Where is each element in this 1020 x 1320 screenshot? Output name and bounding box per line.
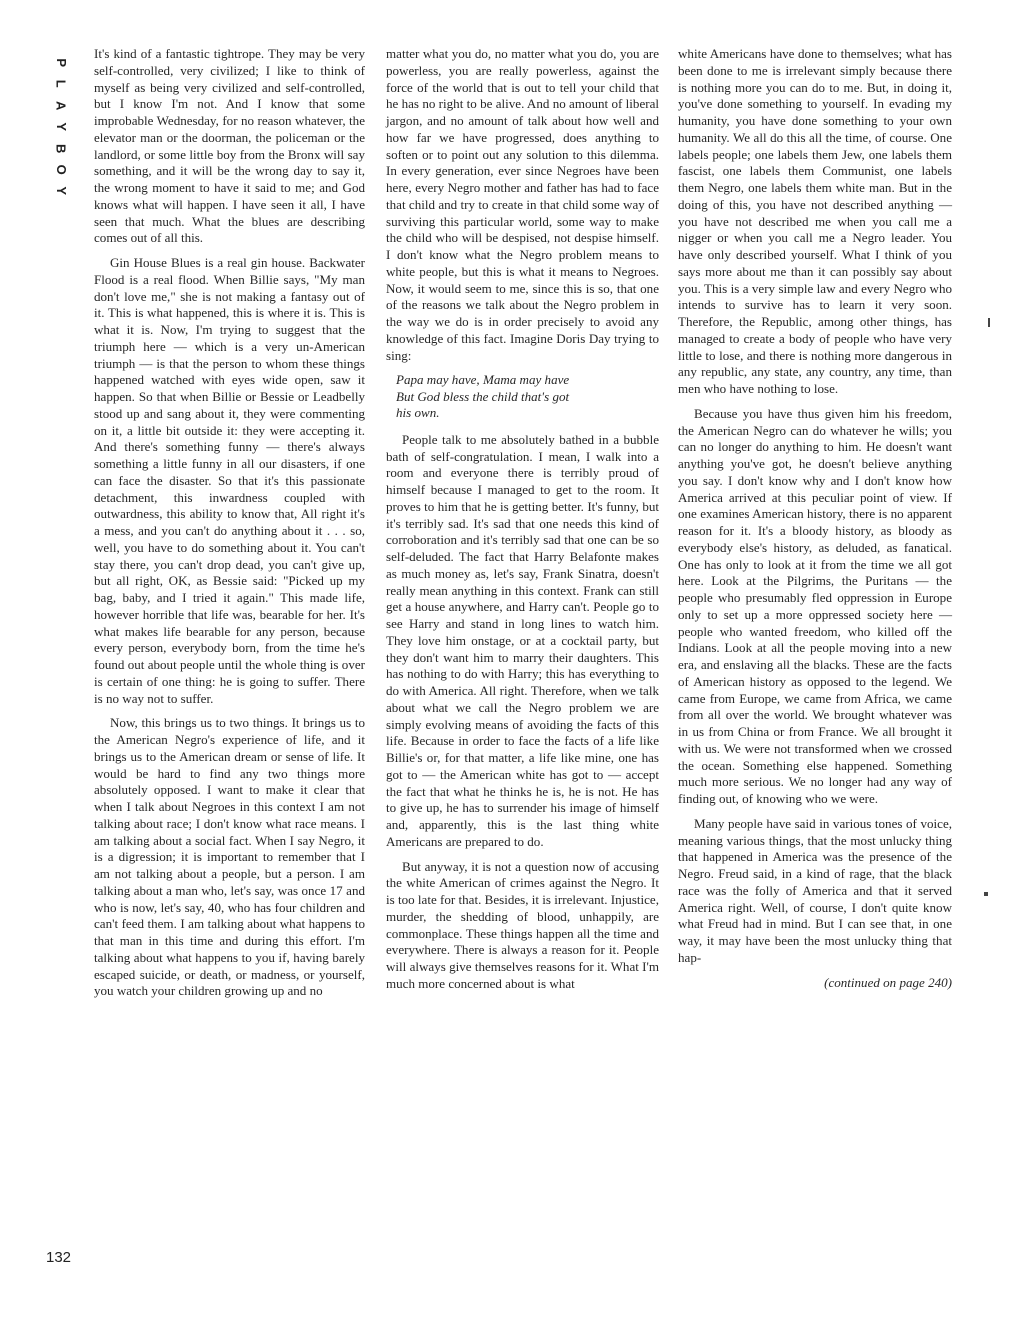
text-column-3	[678, 46, 952, 999]
paragraph: But anyway, it is not a question now of accusing the white American of crimes against the Negro. It is too late for that. Besides, it is irrelevant. Injustice, murder, the shedding of blood, unhappily, are commonplace. These things happen all the time and everywhere. There is always a reason for it. People will always give themselves reasons for it. What I'm much more concerned about is what	[386, 858, 659, 991]
masthead-letter: L	[53, 80, 69, 89]
song-lyric-quote	[396, 372, 659, 422]
continued-note: (continued on page 240)	[824, 974, 952, 990]
paragraph: Many people have said in various tones of voice, meaning various things, that the most unlucky thing that happened in America was the presence of the Negro. Freud said, in a kind of rage, that the black race was the folly of America and that it served America right. Well, of course, I don't quite know what Freud had in mind. But I can see that, in one way, it may have been the most unlucky thing that hap-	[678, 815, 952, 965]
text-column-2	[386, 46, 659, 1001]
page-number: 132	[46, 1249, 72, 1266]
paragraph: People talk to me absolutely bathed in a bubble bath of self-congratulation. I mean, I walk into a room and everyone there is terribly proud of himself because I managed to get to the room. It proves to him that he is getting better. It's funny, but it's terribly sad. It's sad that one needs this kind of corroboration and it's terribly sad that one can be so self-deluded. The fact that Harry Belafonte makes as much money as, let's say, Frank Sinatra, doesn't really mean anything in this context. Frank can still get a house anywhere, and Harry can't. People go to see Harry and stand in long lines to watch him. They love him onstage, or at a cocktail party, but they don't want him to marry their daughters. This has nothing to do with Harry; this has everything to do with America. All right. Therefore, when we talk about what we call the Negro problem we are simply evolving means of avoiding the facts of this life. Because in order to face the facts of a life like Billie's or, for that matter, a life like mine, one has got to — the American white has got to — accept the fact that what he thinks he is, he is not. He has to give up, he has to surrender his image of himself and, apparently, this is the last thing white Americans are prepared to do.	[386, 431, 659, 849]
paragraph: white Americans have done to themselves; what has been done to me is irrelevant simply because there is nothing more you can do to me. But, in doing it, you've done something to yourself. In evading my humanity, you have done something to your own humanity. We all do this all the time, of course. One labels people; one labels them Jew, one labels them fascist, one labels them Communist, one labels them Negro, one labels them white man. But in the doing of this, you have not described anything — you have not described me when you call me a nigger or when you call me a Negro leader. You have only described yourself. What I think of you says more about me than it can possibly say about you. This is a very simple law and every Negro who intends to survive has to learn it very soon. Therefore, the Republic, among other things, has managed to create a body of people who have very little to lose, and there is nothing more dangerous in any republic, any state, any country, any time, than men who have nothing to lose.	[678, 46, 952, 396]
masthead-letter: Y	[53, 122, 69, 132]
paragraph: matter what you do, no matter what you do, you are powerless, you are really powerless, against the force of the world that is out to tell your child that he has no right to be alive. And no amount of liberal jargon, and no amount of talk about how well and how far we have progressed, does anything to soften or to point out any solution to this dilemma. In every generation, ever since Negroes have been here, every Negro mother and father has had to face that child and try to create in that child some way of surviving this particular world, some way to make the child who will be despised, not despise himself. I don't know what the Negro problem means to white people, but this is what it means to Negroes. Now, it would seem to me, since this is so, that one of the reasons we talk about the Negro problem in the way we do is in order precisely to avoid any knowledge of this fact. Imagine Doris Day trying to sing:	[386, 46, 659, 363]
magazine-masthead	[50, 52, 72, 202]
masthead-letter: O	[53, 164, 69, 175]
paragraph: It's kind of a fantastic tightrope. They may be very self-controlled, very civilized; I like to think of myself as being very civilized and self-controlled, but I know I'm not. And I know that some improbable Wednesday, for no reason whatever, the elevator man or the doorman, the policeman or the landlord, or some little boy from the Bronx will say something, and it will be the wrong day to say it, the wrong moment to have it said to me; and God knows what will happen. I have seen it all, I have seen that much. What the blues are describing comes out of all this.	[94, 46, 365, 246]
masthead-letter: P	[53, 58, 69, 68]
paragraph: Because you have thus given him his freedom, the American Negro can do whatever he wills; you can no longer do anything to him. He doesn't want anything you've got, he doesn't believe anything you say. I don't know why and I don't know how America arrived at this peculiar point of view. If one examines American history, there is no apparent reason for it. It's a bloody history, as bloody as everybody else's history, as deluded, as fanatical. One has only to look at it from the time we all got here. Look at the Pilgrims, the Puritans — the people who presumably fled oppression in Europe only to set up a more oppressed society here — people who wanted freedom, who killed off the Indians. Look at all the people moving into a new era, and enslaving all the blacks. These are the facts of American history as opposed to the legend. We came from Europe, we came from Africa, we came from all over the world. We brought whatever was in us from China or from France. We all brought it with us. We were not transformed when we crossed the ocean. Something else happened. Something much more serious. We no longer had any way of finding out, of knowing who we were.	[678, 405, 952, 806]
lyric-line: But God bless the child that's got	[396, 388, 570, 404]
lyric-line: Papa may have, Mama may have	[396, 372, 570, 388]
paragraph: Gin House Blues is a real gin house. Backwater Flood is a real flood. When Billie says, "My man don't love me," she is not making a fantasy out of it. This is what happened, this is where it is. This is what it is. Now, I'm trying to suggest that the triumph here — which is a very un-American triumph — is that the person to whom these things happened watched with eyes wide open, saw it happen. So that when Billie or Bessie or Leadbelly stood up and sang about it, they were commenting on it, a little bit outside it: they were accepting it. And there's something funny — there's always something a little funny in all our disasters, if one can face the disaster. So that it's this passionate detachment, this inwardness coupled with outwardness, this ability to know that, All right it's a mess, and you can't do anything about it . . . so, well, you have to do something about it. You can't stay there, you can't drop dead, you can't give up, but all right, OK, as Bessie said: "Picked up my bag, baby, and I tried it again." This made life, however horrible that life was, bearable for her. It's what makes life bearable for any person, because every person, everybody born, from the time he's found out about people until the whole thing is over is certain of one thing: he is going to suffer. There is no way not to suffer.	[94, 255, 365, 706]
masthead-letter: B	[53, 143, 69, 154]
masthead-letter: Y	[53, 186, 69, 196]
masthead-letter: A	[53, 100, 69, 111]
margin-mark	[988, 318, 990, 327]
lyric-line: his own.	[396, 405, 440, 421]
margin-mark	[984, 892, 988, 896]
text-column-1	[94, 46, 365, 1008]
paragraph: Now, this brings us to two things. It brings us to the American Negro's experience of life, and it brings us to the American dream or sense of life. It would be hard to find any two things more absolutely opposed. I want to make it clear that when I talk about Negroes in this context I am not talking about race; I don't know what race means. I am talking about a social fact. When I say Negro, it is a digression; it is important to remember that I am not talking about a people, but a person. I am talking about a man who, let's say, was once 17 and who is now, let's say, 40, who has four children and can't feed them. I am talking about what happens to that man in this time and during this effort. I'm talking about what happens to you if, having barely escaped suicide, or death, or madness, or yourself, you watch your children growing up and no	[94, 715, 365, 999]
